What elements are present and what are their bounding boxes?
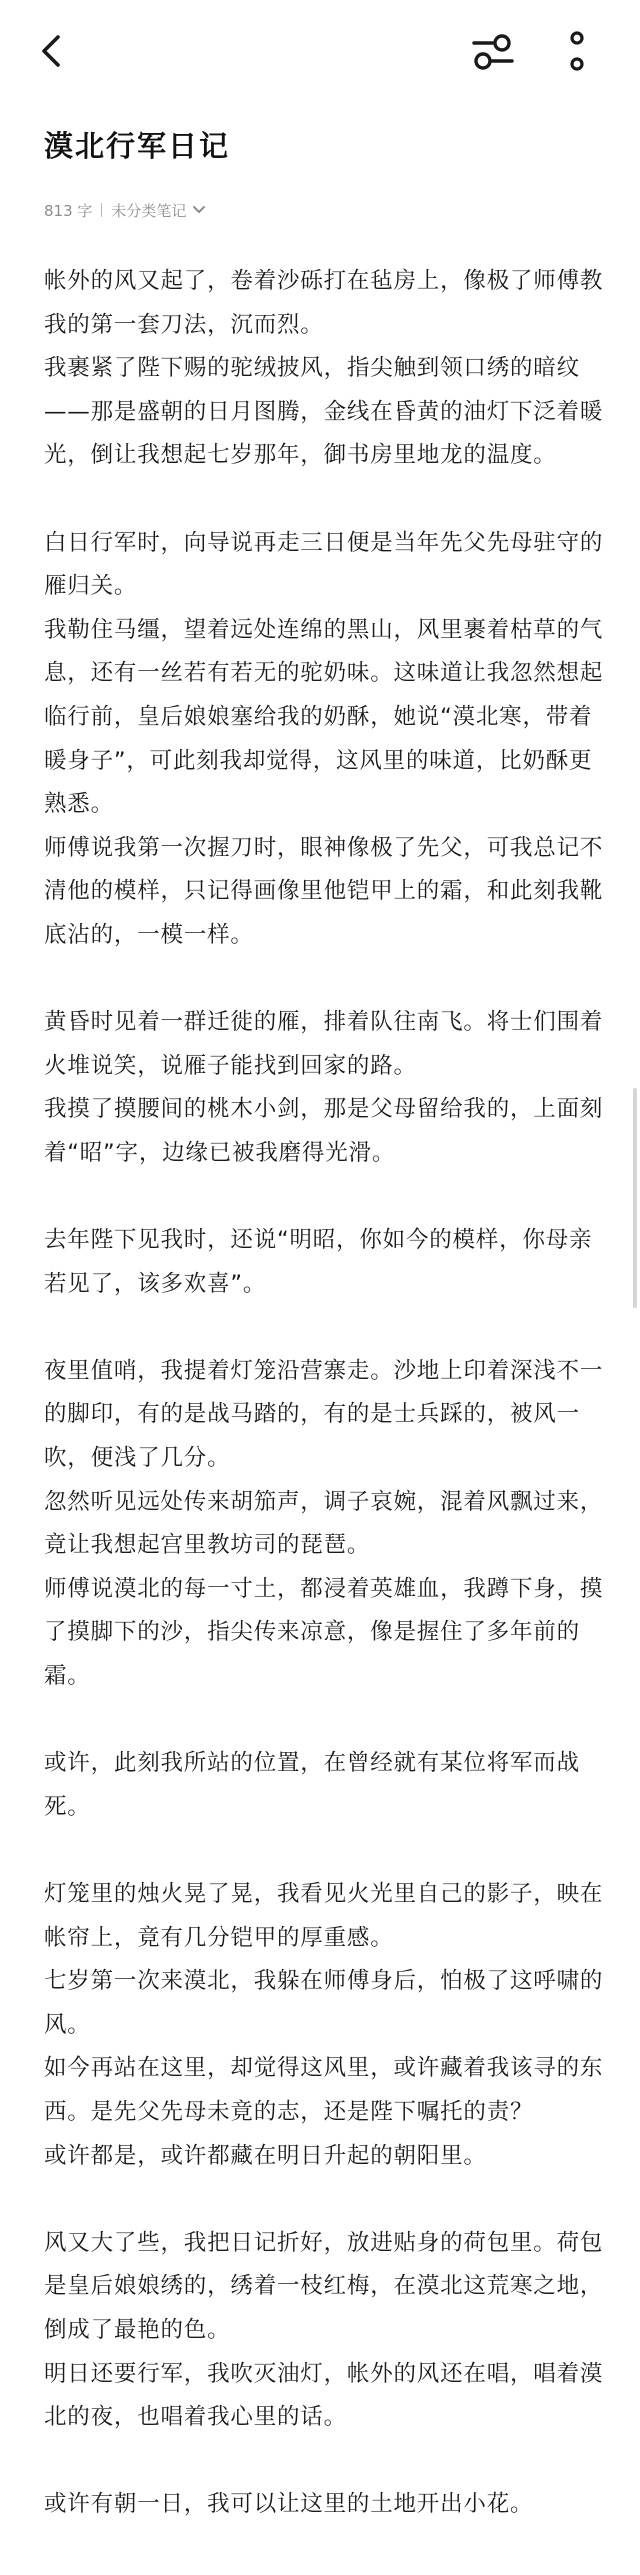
blank-line bbox=[44, 1306, 610, 1350]
paragraph: 或许有朝一日，我可以让这里的土地开出小花。 bbox=[44, 2491, 534, 2518]
folder-label: 未分类笔记 bbox=[111, 201, 187, 220]
paragraph: 夜里值哨，我提着灯笼沿营寨走。沙地上印着深浅不一的脚印，有的是战马踏的，有的是士兵踩的，被风一吹，便浅了几分。 bbox=[44, 1357, 604, 1472]
chevron-left-icon bbox=[36, 30, 70, 72]
note-meta bbox=[44, 198, 206, 222]
meta-divider bbox=[101, 203, 102, 217]
paragraph: 师傅说漠北的每一寸土，都浸着英雄血，我蹲下身，摸了摸脚下的沙，指尖传来凉意，像是握住了多年前的霜。 bbox=[44, 1575, 604, 1689]
blank-line bbox=[44, 2178, 610, 2222]
paragraph: 去年陛下见我时，还说“明昭，你如今的模样，你母亲若见了，该多欢喜”。 bbox=[44, 1227, 593, 1297]
blank-line bbox=[44, 1699, 610, 1743]
more-options-button[interactable] bbox=[562, 28, 592, 76]
paragraph: 我裹紧了陛下赐的驼绒披风，指尖触到领口绣的暗纹——那是盛朝的日月图腾，金线在昏黄的油灯下泛着暖光，倒让我想起七岁那年，御书房里地龙的温度。 bbox=[44, 355, 604, 469]
folder-selector[interactable] bbox=[111, 200, 206, 221]
paragraph: 如今再站在这里，却觉得这风里，或许藏着我该寻的东西。是先父先母未竟的志，还是陛下嘱托的责？ bbox=[44, 2055, 604, 2125]
paragraph: 明日还要行军，我吹灭油灯，帐外的风还在唱，唱着漠北的夜，也唱着我心里的话。 bbox=[44, 2360, 604, 2431]
paragraph: 我勒住马缰，望着远处连绵的黑山，风里裹着枯草的气息，还有一丝若有若无的驼奶味。这味道让我忽然想起临行前，皇后娘娘塞给我的奶酥，她说“漠北寒，带着暖身子”，可此刻我却觉得，这风里的味道，比奶酥更熟悉。 bbox=[44, 616, 604, 818]
paragraph: 或许都是，或许都藏在明日升起的朝阳里。 bbox=[44, 2142, 487, 2169]
note-body[interactable] bbox=[44, 260, 610, 2527]
more-vertical-icon bbox=[562, 28, 592, 76]
blank-line bbox=[44, 2440, 610, 2484]
paragraph: 忽然听见远处传来胡笳声，调子哀婉，混着风飘过来，竟让我想起宫里教坊司的琵琶。 bbox=[44, 1488, 604, 1559]
paragraph: 白日行军时，向导说再走三日便是当年先父先母驻守的雁归关。 bbox=[44, 529, 604, 600]
top-bar bbox=[0, 0, 640, 104]
chevron-down-icon bbox=[192, 205, 206, 215]
paragraph: 我摸了摸腰间的桃木小剑，那是父母留给我的，上面刻着“昭”字，边缘已被我磨得光滑。 bbox=[44, 1096, 604, 1166]
sliders-icon bbox=[468, 30, 518, 74]
blank-line bbox=[44, 1829, 610, 1873]
paragraph: 师傅说我第一次握刀时，眼神像极了先父，可我总记不清他的模样，只记得画像里他铠甲上的霜，和此刻我靴底沾的，一模一样。 bbox=[44, 834, 604, 948]
paragraph: 或许，此刻我所站的位置，在曾经就有某位将军而战死。 bbox=[44, 1750, 580, 1820]
blank-line bbox=[44, 1175, 610, 1219]
paragraph: 黄昏时见着一群迁徙的雁，排着队往南飞。将士们围着火堆说笑，说雁子能找到回家的路。 bbox=[44, 1009, 604, 1079]
word-count: 813 字 bbox=[44, 201, 93, 220]
blank-line bbox=[44, 958, 610, 1002]
blank-line bbox=[44, 478, 610, 522]
paragraph: 灯笼里的烛火晃了晃，我看见火光里自己的影子，映在帐帘上，竟有几分铠甲的厚重感。 bbox=[44, 1880, 604, 1951]
back-button[interactable] bbox=[36, 30, 70, 72]
scrollbar[interactable] bbox=[633, 1088, 637, 1308]
format-settings-button[interactable] bbox=[468, 30, 518, 74]
paragraph: 风又大了些，我把日记折好，放进贴身的荷包里。荷包是皇后娘娘绣的，绣着一枝红梅，在漠北这荒寒之地，倒成了最艳的色。 bbox=[44, 2229, 604, 2343]
paragraph: 七岁第一次来漠北，我躲在师傅身后，怕极了这呼啸的风。 bbox=[44, 1968, 604, 2038]
paragraph: 帐外的风又起了，卷着沙砾打在毡房上，像极了师傅教我的第一套刀法，沉而烈。 bbox=[44, 268, 604, 338]
note-title[interactable]: 漠北行军日记 bbox=[44, 129, 231, 163]
